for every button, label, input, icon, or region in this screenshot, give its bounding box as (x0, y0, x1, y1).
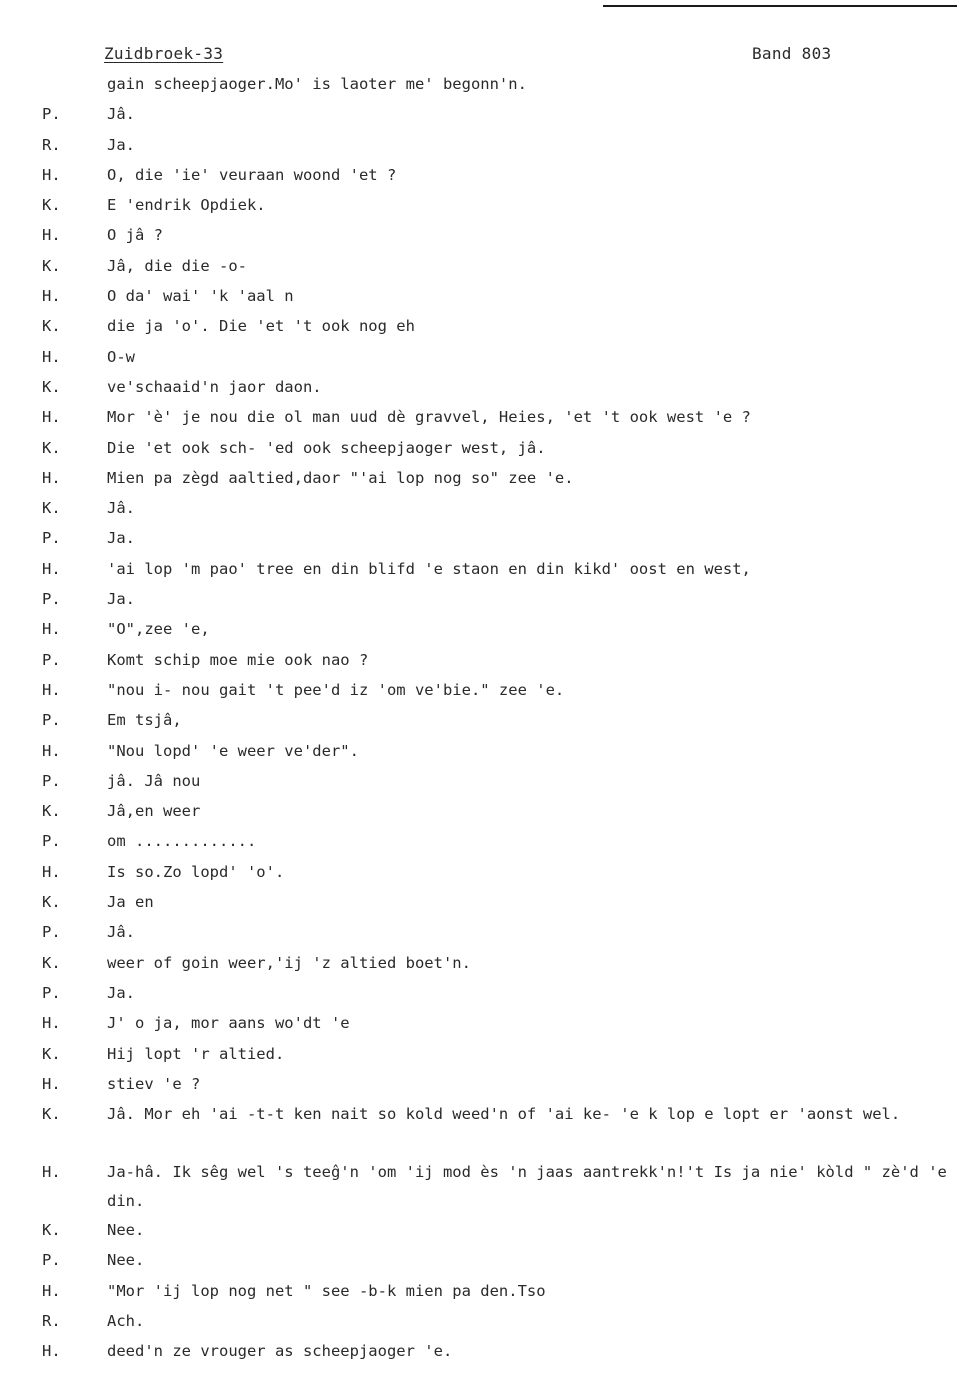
speaker-label: P. (42, 771, 61, 790)
transcript-line (0, 558, 973, 588)
speaker-label: K. (42, 196, 61, 215)
top-rule (603, 5, 957, 7)
transcript-line (0, 467, 973, 497)
utterance-text: Die 'et ook sch- 'ed ook scheepjaoger west, jâ. (107, 438, 546, 457)
speaker-label: P. (42, 832, 61, 851)
speaker-label: K. (42, 256, 61, 275)
transcript-line (0, 376, 973, 406)
utterance-text: "nou i- nou gait 't pee'd iz 'om ve'bie." zee 'e. (107, 680, 565, 699)
speaker-label: K. (42, 1105, 61, 1124)
utterance-text: jâ. Jâ nou (107, 771, 201, 790)
utterance-text: Ja-hâ. Ik sêg wel 's teeĝ'n 'om 'ij mod ès 'n jaas aantrekk'n!'t Is ja nie' kòld " zè'd 'e din. (107, 1163, 957, 1211)
transcript-line (0, 891, 973, 921)
transcript-line (0, 770, 973, 800)
transcript-line (0, 406, 973, 436)
speaker-label: P. (42, 105, 61, 124)
document-id: Zuidbroek-33 (104, 44, 224, 63)
speaker-label: P. (42, 529, 61, 548)
utterance-text: Jâ. Mor eh 'ai -t-t ken nait so kold weed'n of 'ai ke- 'e k lop e lopt er 'aonst wel. (107, 1105, 901, 1124)
utterance-text: 'ai lop 'm pao' tree en din blifd 'e staon en din kikd' oost en west, (107, 559, 751, 578)
speaker-label: H. (42, 347, 61, 366)
speaker-label: H. (42, 559, 61, 578)
utterance-text: Is so.Zo lopd' 'o'. (107, 862, 285, 881)
transcript-line (0, 73, 973, 103)
speaker-label: P. (42, 711, 61, 730)
transcript-line (0, 315, 973, 345)
speaker-label: P. (42, 1251, 61, 1270)
utterance-text: Nee. (107, 1221, 145, 1240)
utterance-text: O, die 'ie' veuraan woond 'et ? (107, 165, 397, 184)
speaker-label: H. (42, 862, 61, 881)
utterance-text: Nee. (107, 1251, 145, 1270)
utterance-text: Ja. (107, 135, 135, 154)
speaker-label: H. (42, 680, 61, 699)
transcript-line (0, 1012, 973, 1042)
transcript-line (0, 830, 973, 860)
utterance-text: Mor 'è' je nou die ol man uud dè gravvel, Heies, 'et 't ook west 'e ? (107, 408, 751, 427)
utterance-text: Jâ, die die -o- (107, 256, 247, 275)
utterance-text: Ja en (107, 893, 154, 912)
speaker-label: K. (42, 377, 61, 396)
utterance-text: J' o ja, mor aans wo'dt 'e (107, 1014, 350, 1033)
utterance-text: Ja. (107, 590, 135, 609)
transcript-line (0, 437, 973, 467)
transcript-line (0, 952, 973, 982)
transcript-line (0, 982, 973, 1012)
utterance-text: die ja 'o'. Die 'et 't ook nog eh (107, 317, 415, 336)
speaker-label: H. (42, 1163, 61, 1182)
transcript-line (0, 194, 973, 224)
transcript-line (0, 346, 973, 376)
transcript-line (0, 800, 973, 830)
transcript-line (0, 164, 973, 194)
transcript (0, 73, 973, 1371)
speaker-label: K. (42, 317, 61, 336)
speaker-label: K. (42, 802, 61, 821)
speaker-label: P. (42, 983, 61, 1002)
speaker-label: K. (42, 1044, 61, 1063)
utterance-text: Ach. (107, 1311, 145, 1330)
transcript-line (0, 527, 973, 557)
utterance-text: Ja. (107, 983, 135, 1002)
speaker-label: K. (42, 438, 61, 457)
speaker-label: P. (42, 650, 61, 669)
transcript-line (0, 588, 973, 618)
speaker-label: H. (42, 287, 61, 306)
transcript-line (0, 1280, 973, 1310)
speaker-label: H. (42, 408, 61, 427)
speaker-label: H. (42, 226, 61, 245)
speaker-label: H. (42, 1074, 61, 1093)
speaker-label: H. (42, 1014, 61, 1033)
transcript-line (0, 1219, 973, 1249)
utterance-text: om ............. (107, 832, 257, 851)
transcript-line (0, 497, 973, 527)
speaker-label: P. (42, 590, 61, 609)
transcript-line (0, 1310, 973, 1340)
utterance-text: Em tsjâ, (107, 711, 182, 730)
utterance-text: Jâ. (107, 923, 135, 942)
transcript-line (0, 740, 973, 770)
speaker-label: H. (42, 741, 61, 760)
utterance-text: Jâ. (107, 499, 135, 518)
utterance-text: Jâ. (107, 105, 135, 124)
speaker-label: R. (42, 135, 61, 154)
utterance-text: stiev 'e ? (107, 1074, 201, 1093)
speaker-label: H. (42, 468, 61, 487)
transcript-line (0, 224, 973, 254)
transcript-line (0, 285, 973, 315)
transcript-line (0, 921, 973, 951)
transcript-line (0, 255, 973, 285)
speaker-label: K. (42, 499, 61, 518)
speaker-label: R. (42, 1311, 61, 1330)
utterance-text: Hij lopt 'r altied. (107, 1044, 285, 1063)
transcript-line (0, 679, 973, 709)
utterance-text: Komt schip moe mie ook nao ? (107, 650, 369, 669)
transcript-line (0, 1043, 973, 1073)
utterance-text: deed'n ze vrouger as scheepjaoger 'e. (107, 1342, 453, 1361)
transcript-line (0, 618, 973, 648)
speaker-label: H. (42, 165, 61, 184)
utterance-text: "Nou lopd' 'e weer ve'der". (107, 741, 359, 760)
speaker-label: H. (42, 620, 61, 639)
transcript-line (0, 103, 973, 133)
speaker-label: K. (42, 953, 61, 972)
transcript-line (0, 1103, 973, 1161)
utterance-text: O jâ ? (107, 226, 163, 245)
speaker-label: K. (42, 1221, 61, 1240)
tape-number: Band 803 (752, 44, 832, 63)
utterance-text: "O",zee 'e, (107, 620, 210, 639)
utterance-text: gain scheepjaoger.Mo' is laoter me' begonn'n. (107, 75, 527, 93)
utterance-text: O-w (107, 347, 135, 366)
transcript-line (0, 1340, 973, 1370)
transcript-line (0, 709, 973, 739)
utterance-text: E 'endrik Opdiek. (107, 196, 266, 215)
speaker-label: H. (42, 1281, 61, 1300)
utterance-text: Mien pa zègd aaltied,daor "'ai lop nog so" zee 'e. (107, 468, 574, 487)
transcript-line (0, 134, 973, 164)
speaker-label: P. (42, 923, 61, 942)
speaker-label: K. (42, 893, 61, 912)
utterance-text: weer of goin weer,'ij 'z altied boet'n. (107, 953, 471, 972)
transcript-line (0, 1161, 973, 1219)
speaker-label: H. (42, 1342, 61, 1361)
transcript-line (0, 1249, 973, 1279)
transcript-line (0, 861, 973, 891)
utterance-text: Jâ,en weer (107, 802, 201, 821)
utterance-text: Ja. (107, 529, 135, 548)
transcript-line (0, 1073, 973, 1103)
utterance-text: "Mor 'ij lop nog net " see -b-k mien pa den.Tso (107, 1281, 546, 1300)
transcript-line (0, 649, 973, 679)
utterance-text: O da' wai' 'k 'aal n (107, 287, 294, 306)
utterance-text: ve'schaaid'n jaor daon. (107, 377, 322, 396)
